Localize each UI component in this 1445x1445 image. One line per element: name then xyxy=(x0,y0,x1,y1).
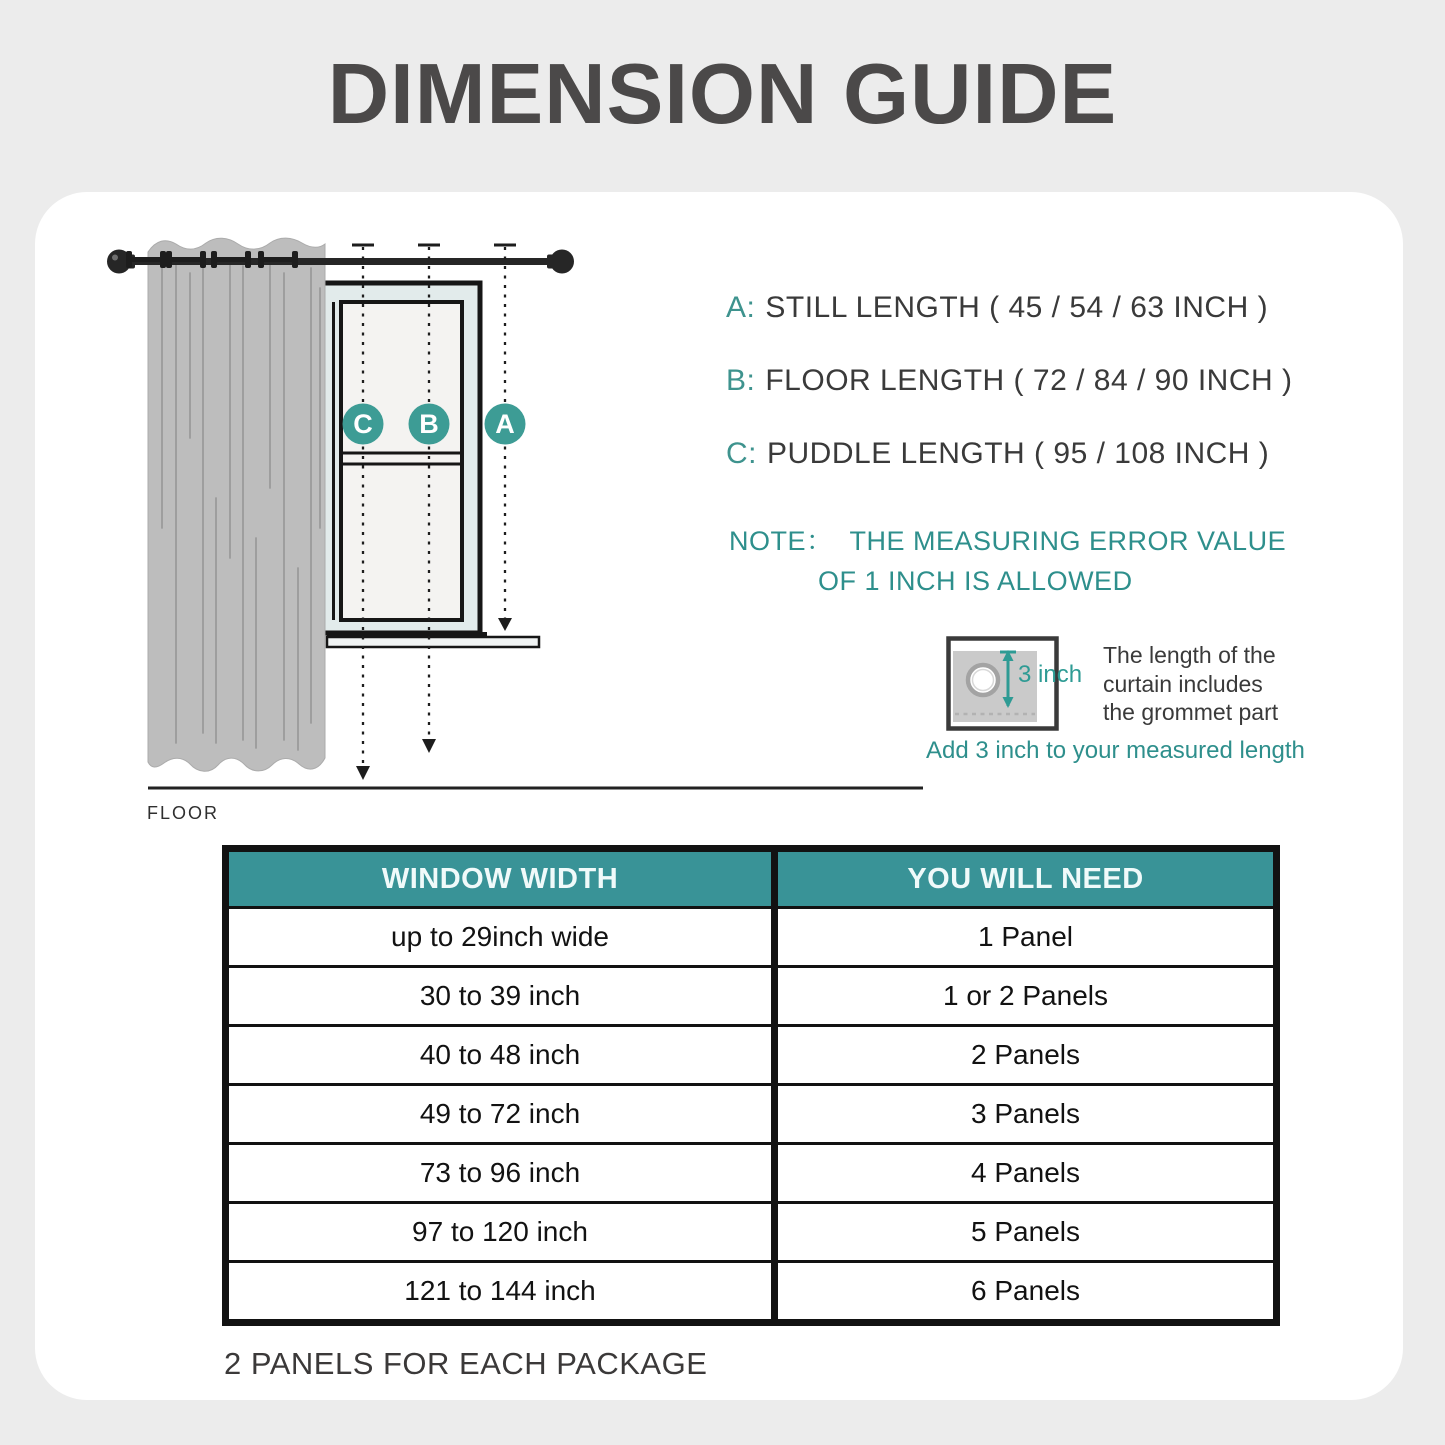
grommet-caption-line1: The length of the xyxy=(1103,642,1276,668)
legend-a-prefix: A: xyxy=(726,291,756,324)
table-row xyxy=(226,1085,1277,1144)
need-cell: 6 Panels xyxy=(775,1262,1277,1323)
width-cell: up to 29inch wide xyxy=(226,908,775,967)
grommet-tip: Add 3 inch to your measured length xyxy=(926,737,1305,764)
legend-a-label: STILL LENGTH ( 45 / 54 / 63 INCH ) xyxy=(765,291,1269,324)
width-cell: 49 to 72 inch xyxy=(226,1085,775,1144)
need-cell: 4 Panels xyxy=(775,1144,1277,1203)
legend-item-a xyxy=(726,291,1268,325)
table-header-row xyxy=(226,849,1277,908)
page-title: DIMENSION GUIDE xyxy=(327,47,1118,142)
floor-label: FLOOR xyxy=(147,803,220,823)
window-sill-shelf xyxy=(327,637,539,647)
legend-item-c xyxy=(726,437,1269,471)
table-row xyxy=(226,1026,1277,1085)
table-row xyxy=(226,1144,1277,1203)
note-label: NOTE： xyxy=(729,526,834,556)
measure-badges xyxy=(343,404,526,445)
need-cell: 1 Panel xyxy=(775,908,1277,967)
grommet-caption-line2: curtain includes xyxy=(1103,670,1263,697)
package-note: 2 PANELS FOR EACH PACKAGE xyxy=(224,1346,708,1381)
badge-c: C xyxy=(353,409,373,439)
legend-item-b xyxy=(726,364,1293,398)
need-cell: 5 Panels xyxy=(775,1203,1277,1262)
need-cell: 2 Panels xyxy=(775,1026,1277,1085)
width-cell: 121 to 144 inch xyxy=(226,1262,775,1323)
table-row xyxy=(226,967,1277,1026)
width-cell: 30 to 39 inch xyxy=(226,967,775,1026)
legend-b-label: FLOOR LENGTH ( 72 / 84 / 90 INCH ) xyxy=(765,364,1293,397)
grommet-caption xyxy=(1103,641,1323,727)
table-row xyxy=(226,1203,1277,1262)
legend-b-prefix: B: xyxy=(726,364,756,397)
need-cell: 1 or 2 Panels xyxy=(775,967,1277,1026)
table-row xyxy=(226,1262,1277,1323)
panel-size-table xyxy=(222,845,1280,1326)
width-cell: 97 to 120 inch xyxy=(226,1203,775,1262)
header-window-width: WINDOW WIDTH xyxy=(226,849,775,908)
grommet-measure-label: 3 inch xyxy=(1018,661,1083,688)
note-line-2: OF 1 INCH IS ALLOWED xyxy=(818,566,1133,596)
window-illustration xyxy=(323,283,539,647)
grommet-caption-line3: the grommet part xyxy=(1103,699,1279,725)
legend-c-label: PUDDLE LENGTH ( 95 / 108 INCH ) xyxy=(767,437,1270,470)
table-row xyxy=(226,908,1277,967)
need-cell: 3 Panels xyxy=(775,1085,1277,1144)
width-cell: 40 to 48 inch xyxy=(226,1026,775,1085)
note-line-1 xyxy=(729,519,1286,558)
rod-finial-right xyxy=(550,250,574,274)
badge-a: A xyxy=(495,409,515,439)
header-you-will-need: YOU WILL NEED xyxy=(775,849,1277,908)
badge-b: B xyxy=(419,409,439,439)
legend-c-prefix: C: xyxy=(726,437,757,470)
note-text: THE MEASURING ERROR VALUE xyxy=(849,526,1287,556)
width-cell: 73 to 96 inch xyxy=(226,1144,775,1203)
curtain-illustration xyxy=(148,238,325,771)
